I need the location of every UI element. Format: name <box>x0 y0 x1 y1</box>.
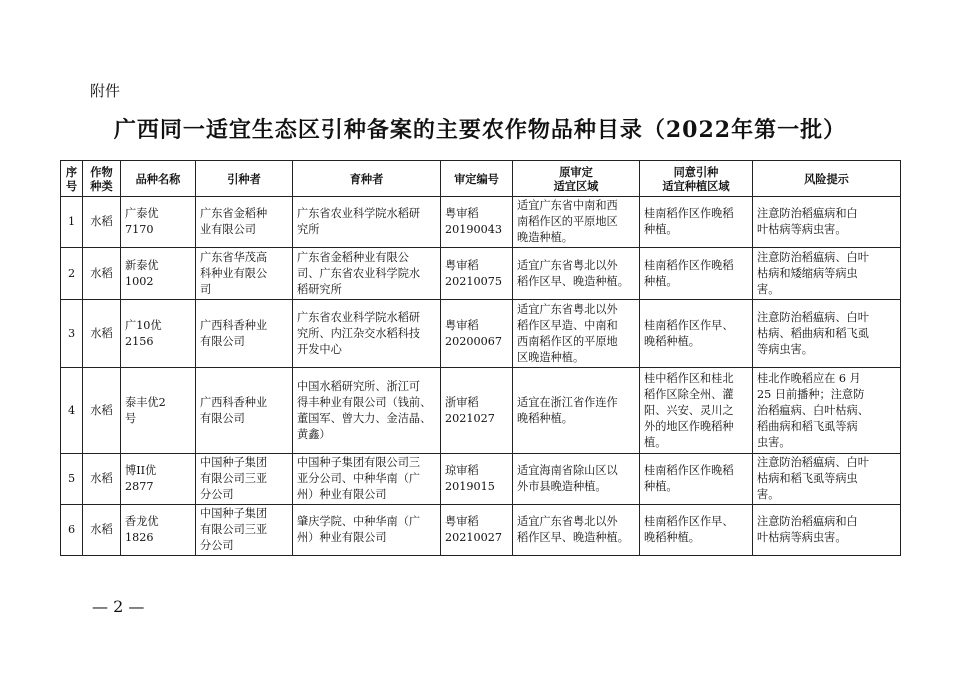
cell-orig-area: 适宜广东省粤北以外 稻作区早、晚造种植。 <box>513 248 640 300</box>
document-title: 广西同一适宜生态区引种备案的主要农作物品种目录（2022年第一批） <box>113 117 847 143</box>
table-row <box>61 368 901 454</box>
table-row <box>61 454 901 505</box>
cell-approval: 粤审稻 20200067 <box>441 300 513 368</box>
cell-introducer: 广东省华茂高 科种业有限公 司 <box>196 248 293 300</box>
cell-variety: 博II优 2877 <box>121 454 196 505</box>
cell-risk: 注意防治稻瘟病和白 叶枯病等病虫害。 <box>753 197 901 248</box>
cell-no: 6 <box>61 505 83 556</box>
cell-agreed-area: 桂南稻作区作晚稻 种植。 <box>640 248 753 300</box>
cell-crop: 水稻 <box>83 197 121 248</box>
cell-introducer: 广西科香种业 有限公司 <box>196 300 293 368</box>
header-breeder: 育种者 <box>293 161 441 197</box>
cell-agreed-area: 桂南稻作区作晚稻 种植。 <box>640 454 753 505</box>
table-header-row <box>61 161 901 197</box>
table-row <box>61 505 901 556</box>
cell-approval: 琼审稻 2019015 <box>441 454 513 505</box>
cell-introducer: 中国种子集团 有限公司三亚 分公司 <box>196 454 293 505</box>
cell-risk: 注意防治稻瘟病、白叶 枯病和稻飞虱等病虫 害。 <box>753 454 901 505</box>
header-orig-area: 原审定 适宜区域 <box>513 161 640 197</box>
cell-variety: 泰丰优2 号 <box>121 368 196 454</box>
page-number: — 2 — <box>92 597 145 616</box>
header-no: 序 号 <box>61 161 83 197</box>
table-row <box>61 248 901 300</box>
cell-risk: 注意防治稻瘟病、白叶 枯病、稻曲病和稻飞虱 等病虫害。 <box>753 300 901 368</box>
attachment-label: 附件 <box>90 82 121 100</box>
cell-orig-area: 适宜在浙江省作连作 晚稻种植。 <box>513 368 640 454</box>
cell-orig-area: 适宜海南省除山区以 外市县晚造种植。 <box>513 454 640 505</box>
cell-approval: 粤审稻 20210027 <box>441 505 513 556</box>
cell-orig-area: 适宜广东省中南和西 南稻作区的平原地区 晚造种植。 <box>513 197 640 248</box>
cell-approval: 粤审稻 20210075 <box>441 248 513 300</box>
cell-no: 1 <box>61 197 83 248</box>
cell-risk: 注意防治稻瘟病和白 叶枯病等病虫害。 <box>753 505 901 556</box>
cell-crop: 水稻 <box>83 505 121 556</box>
cell-orig-area: 适宜广东省粤北以外 稻作区早、晚造种植。 <box>513 505 640 556</box>
cell-breeder: 中国水稻研究所、浙江可 得丰种业有限公司（钱前、 董国军、曾大力、金洁晶、 黄鑫） <box>293 368 441 454</box>
cell-variety: 广泰优 7170 <box>121 197 196 248</box>
cell-no: 3 <box>61 300 83 368</box>
cell-variety: 新泰优 1002 <box>121 248 196 300</box>
cell-agreed-area: 桂南稻作区作早、 晚稻种植。 <box>640 505 753 556</box>
cell-introducer: 中国种子集团 有限公司三亚 分公司 <box>196 505 293 556</box>
cell-agreed-area: 桂南稻作区作晚稻 种植。 <box>640 197 753 248</box>
header-crop: 作物 种类 <box>83 161 121 197</box>
header-approval: 审定编号 <box>441 161 513 197</box>
cell-no: 5 <box>61 454 83 505</box>
header-agreed-area: 同意引种 适宜种植区域 <box>640 161 753 197</box>
cell-breeder: 广东省金稻种业有限公 司、广东省农业科学院水 稻研究所 <box>293 248 441 300</box>
cell-variety: 香龙优 1826 <box>121 505 196 556</box>
variety-table <box>60 160 901 556</box>
cell-agreed-area: 桂南稻作区作早、 晚稻种植。 <box>640 300 753 368</box>
cell-crop: 水稻 <box>83 300 121 368</box>
cell-approval: 浙审稻 2021027 <box>441 368 513 454</box>
cell-crop: 水稻 <box>83 368 121 454</box>
cell-introducer: 广西科香种业 有限公司 <box>196 368 293 454</box>
cell-orig-area: 适宜广东省粤北以外 稻作区早造、中南和 西南稻作区的平原地 区晚造种植。 <box>513 300 640 368</box>
cell-introducer: 广东省金稻种 业有限公司 <box>196 197 293 248</box>
cell-crop: 水稻 <box>83 454 121 505</box>
header-introducer: 引种者 <box>196 161 293 197</box>
cell-agreed-area: 桂中稻作区和桂北 稻作区除全州、灌 阳、兴安、灵川之 外的地区作晚稻种 植。 <box>640 368 753 454</box>
cell-variety: 广10优 2156 <box>121 300 196 368</box>
header-risk: 风险提示 <box>753 161 901 197</box>
table-row <box>61 197 901 248</box>
cell-breeder: 广东省农业科学院水稻研 究所 <box>293 197 441 248</box>
cell-no: 4 <box>61 368 83 454</box>
cell-breeder: 肇庆学院、中种华南（广 州）种业有限公司 <box>293 505 441 556</box>
table-row <box>61 300 901 368</box>
cell-breeder: 广东省农业科学院水稻研 究所、内江杂交水稻科技 开发中心 <box>293 300 441 368</box>
cell-breeder: 中国种子集团有限公司三 亚分公司、中种华南（广 州）种业有限公司 <box>293 454 441 505</box>
cell-approval: 粤审稻 20190043 <box>441 197 513 248</box>
cell-no: 2 <box>61 248 83 300</box>
cell-risk: 注意防治稻瘟病、白叶 枯病和矮缩病等病虫 害。 <box>753 248 901 300</box>
cell-risk: 桂北作晚稻应在 6 月 25 日前播种；注意防 治稻瘟病、白叶枯病、 稻曲病和稻飞虱等病 虫害。 <box>753 368 901 454</box>
header-variety: 品种名称 <box>121 161 196 197</box>
cell-crop: 水稻 <box>83 248 121 300</box>
